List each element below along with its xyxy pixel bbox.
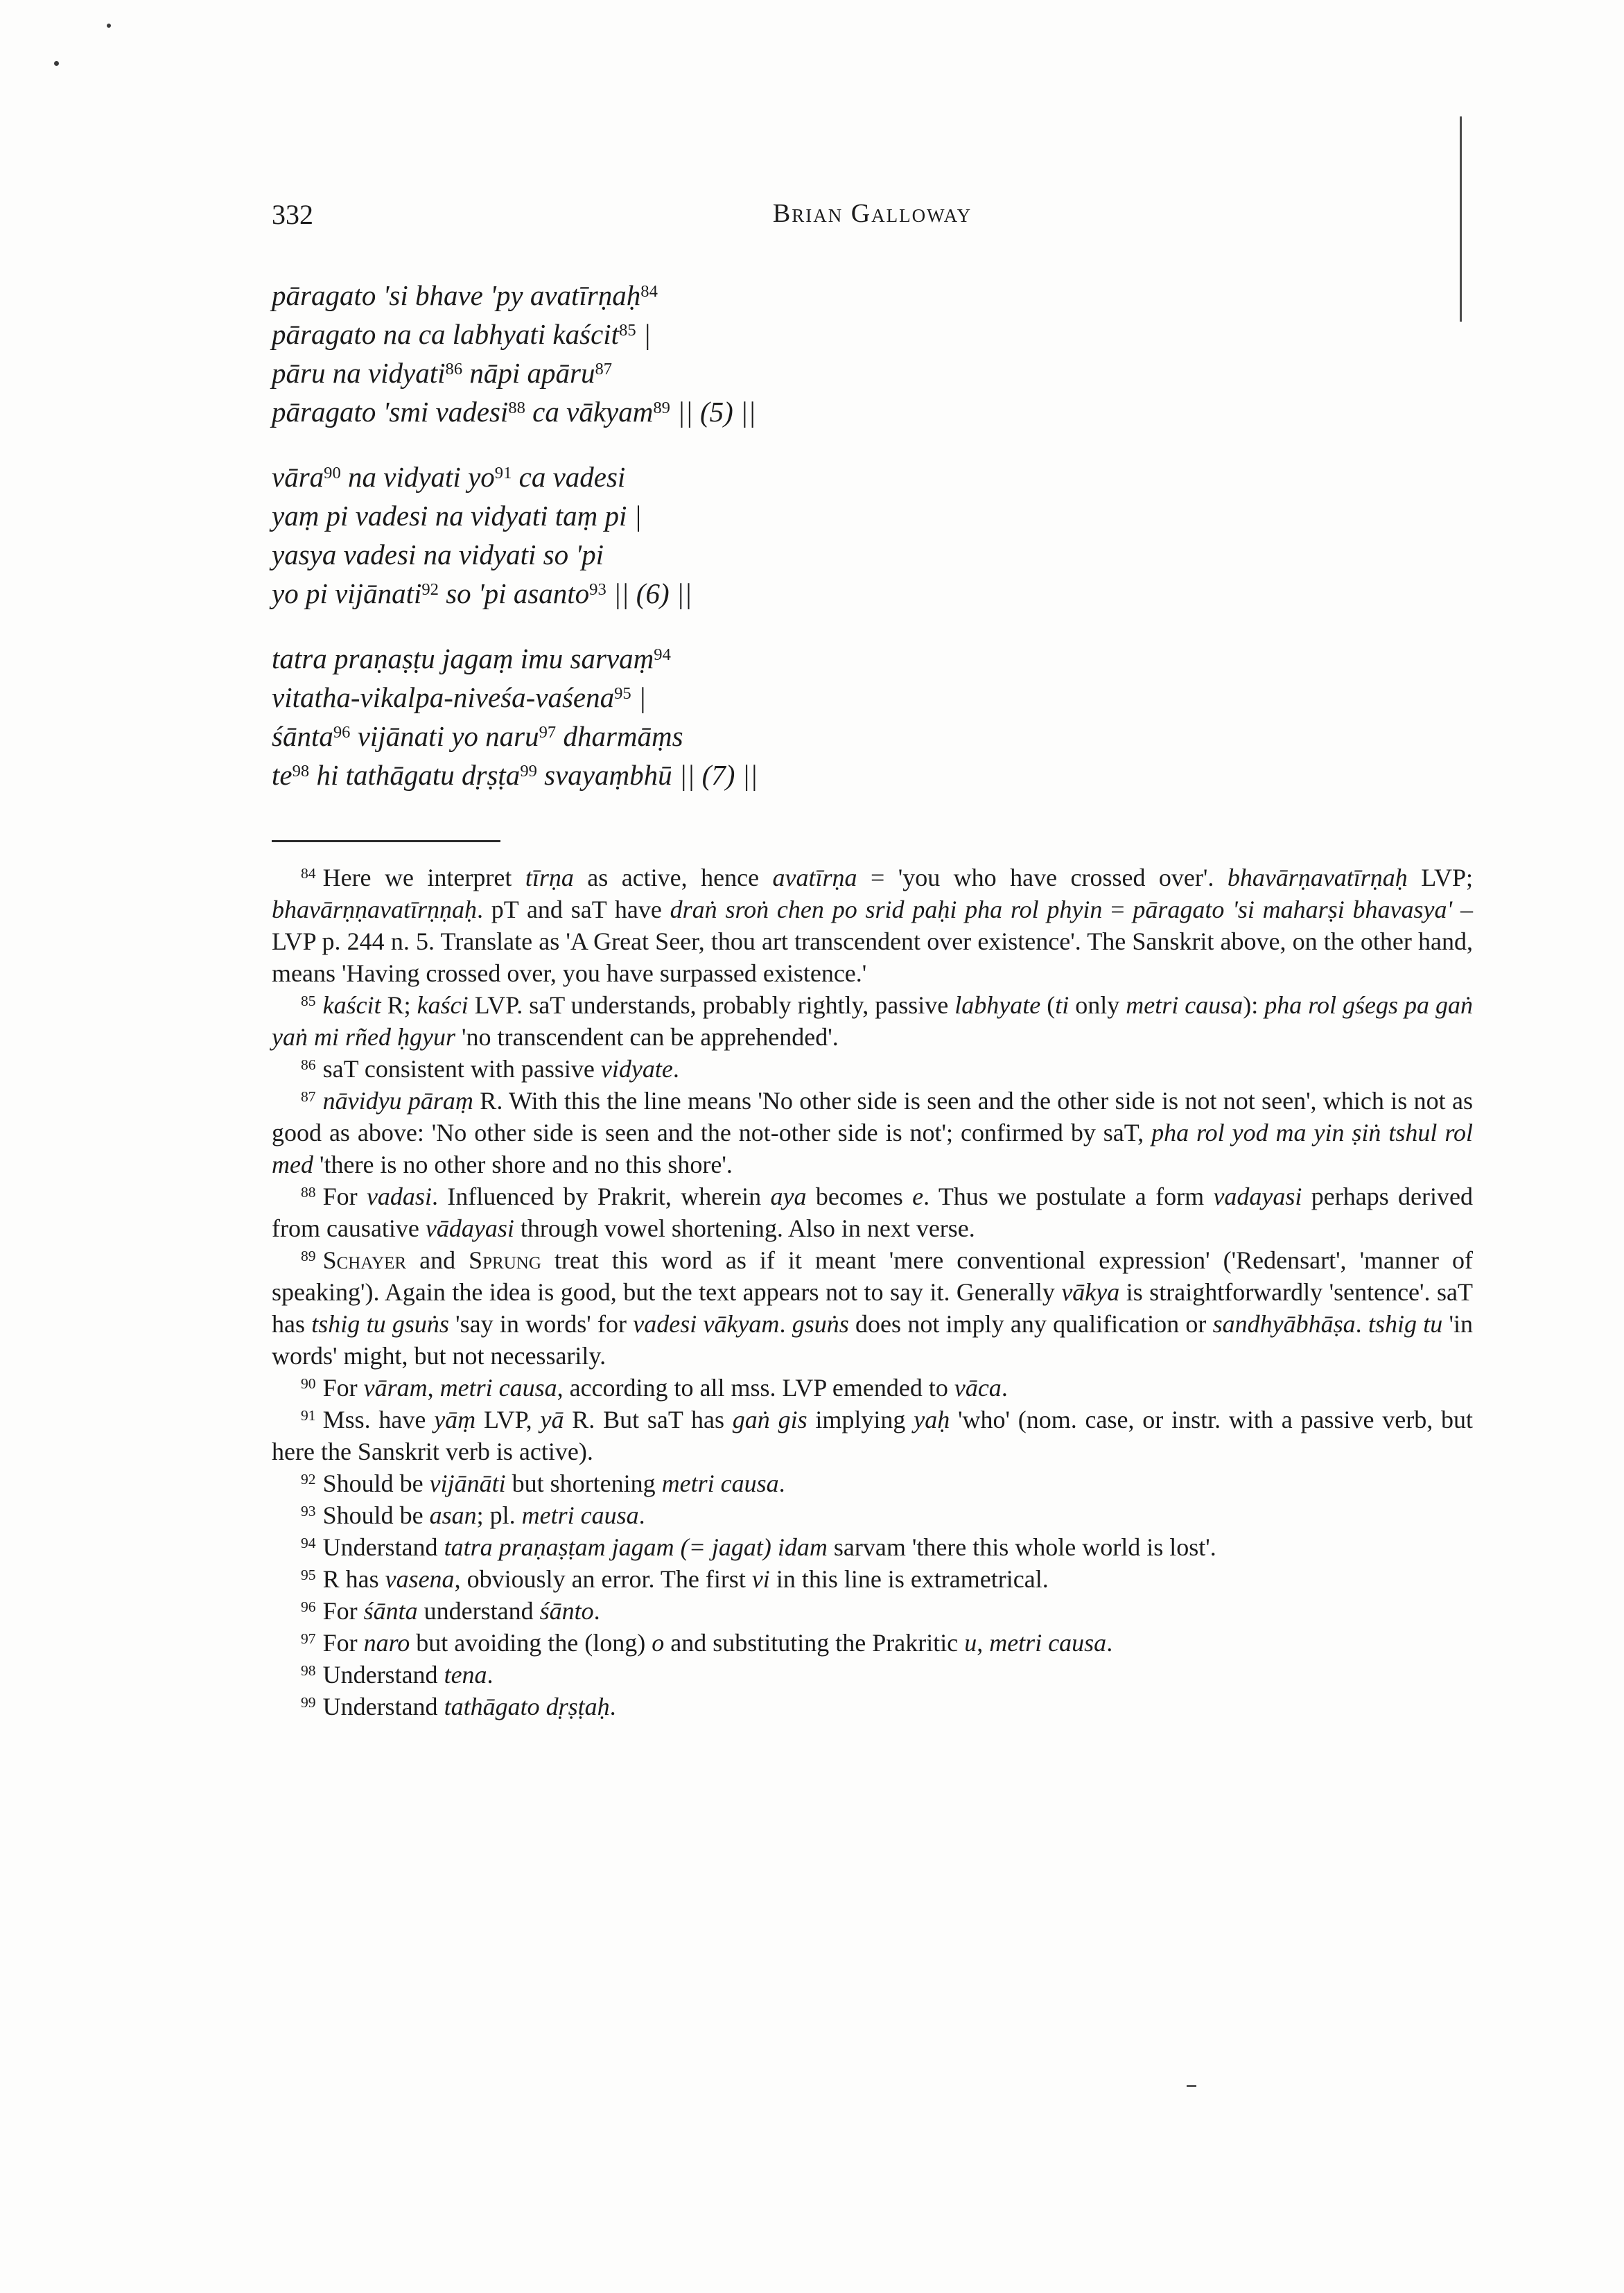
verse-line bbox=[272, 756, 1473, 794]
footnote-number: 87 bbox=[301, 1088, 316, 1106]
text-segment: . bbox=[609, 1693, 616, 1720]
text-segment: metri causa bbox=[661, 1470, 779, 1497]
text-segment: || (5) || bbox=[670, 396, 756, 428]
text-segment: but shortening bbox=[505, 1470, 662, 1497]
text-segment: Should be bbox=[322, 1470, 430, 1497]
text-segment: asan bbox=[429, 1501, 477, 1529]
text-segment: tena bbox=[444, 1661, 487, 1689]
text-segment: . bbox=[1355, 1310, 1368, 1338]
text-segment: R. With this the line means 'No other side is seen and the other side is not not seen', which is not as good as above: 'No other side is seen and the not-other side is not'; confirmed by saT, bbox=[272, 1087, 1474, 1146]
footnote-reference: 93 bbox=[589, 579, 606, 599]
footnote-reference: 99 bbox=[520, 761, 537, 781]
verse-stanza bbox=[272, 639, 1473, 794]
footnote bbox=[272, 1691, 1473, 1723]
text-segment: yasya vadesi na vidyati so 'pi bbox=[272, 539, 604, 570]
footnote-reference: 90 bbox=[324, 463, 341, 482]
text-segment: Mss. have bbox=[322, 1406, 435, 1433]
text-segment: ; pl. bbox=[476, 1501, 522, 1529]
text-segment: , obviously an error. The first bbox=[454, 1565, 752, 1593]
text-segment: 'in words' might, but not necessarily. bbox=[272, 1310, 1474, 1370]
text-segment: || (6) || bbox=[606, 577, 692, 609]
text-segment: pha rol gśegs pa gaṅ yaṅ mi rñed ḥgyur bbox=[272, 991, 1473, 1051]
footnote-separator-rule bbox=[272, 840, 500, 842]
footnote-reference: 92 bbox=[421, 579, 439, 599]
footnote bbox=[272, 1085, 1473, 1180]
text-segment: saT consistent with passive bbox=[322, 1055, 601, 1083]
footnote bbox=[272, 1627, 1473, 1659]
text-segment: through vowel shortening. Also in next verse. bbox=[514, 1214, 975, 1242]
running-head: Brian Galloway bbox=[772, 199, 972, 228]
footnote bbox=[272, 1244, 1473, 1372]
footnote bbox=[272, 989, 1473, 1053]
text-segment: pha rol yod ma yin ṣiṅ tshul rol med bbox=[272, 1119, 1473, 1178]
text-segment: ti bbox=[1055, 991, 1069, 1019]
footnote-reference: 89 bbox=[653, 398, 670, 417]
text-segment: becomes bbox=[806, 1183, 913, 1210]
verse-line bbox=[272, 496, 1473, 535]
text-segment: vidyate bbox=[600, 1055, 673, 1083]
text-segment: pāragato na ca labhyati kaścit bbox=[272, 318, 620, 350]
footnote bbox=[272, 1563, 1473, 1595]
text-segment: gaṅ gis bbox=[732, 1406, 807, 1433]
text-segment: . bbox=[778, 1470, 785, 1497]
text-segment: Here we interpret bbox=[322, 864, 525, 891]
text-segment: u bbox=[964, 1629, 977, 1657]
text-segment: dharmāṃs bbox=[556, 720, 683, 752]
text-segment: , according to all mss. LVP emended to bbox=[557, 1374, 954, 1402]
footnote-reference: 96 bbox=[333, 722, 351, 742]
text-segment: tshig tu bbox=[1368, 1310, 1443, 1338]
text-segment: bhavārṇavatīrṇaḥ bbox=[1227, 864, 1408, 891]
scan-artifact-dot bbox=[54, 61, 59, 66]
text-segment: Understand bbox=[322, 1661, 444, 1689]
text-segment: metri causa bbox=[989, 1629, 1107, 1657]
footnotes-section bbox=[272, 862, 1473, 1723]
footnote-number: 84 bbox=[301, 865, 316, 882]
text-segment: vadayasi bbox=[1213, 1183, 1302, 1210]
footnote-reference: 88 bbox=[508, 398, 525, 417]
verse-line bbox=[272, 354, 1473, 392]
text-segment: Understand bbox=[322, 1693, 444, 1720]
footnote bbox=[272, 1595, 1473, 1627]
footnote bbox=[272, 1404, 1473, 1467]
text-segment: . bbox=[779, 1310, 792, 1338]
page-number: 332 bbox=[272, 199, 313, 230]
footnote-reference: 85 bbox=[619, 320, 636, 340]
footnote-number: 99 bbox=[301, 1694, 316, 1711]
text-segment: LVP, bbox=[475, 1406, 541, 1433]
footnote-number: 85 bbox=[301, 993, 316, 1010]
text-segment: implying bbox=[807, 1406, 914, 1433]
footnote-number: 92 bbox=[301, 1471, 316, 1488]
text-segment: pāragato 'si bhave 'py avatīrṇaḥ bbox=[272, 279, 641, 311]
text-segment: R; bbox=[381, 991, 417, 1019]
text-segment: avatīrṇa bbox=[772, 864, 857, 891]
text-segment: vijānāti bbox=[429, 1470, 506, 1497]
text-segment: svayaṃbhū || (7) || bbox=[536, 759, 758, 791]
footnote-number: 97 bbox=[301, 1630, 316, 1648]
text-segment: śānta bbox=[363, 1597, 418, 1625]
text-segment: vāram bbox=[363, 1374, 428, 1402]
verse-line bbox=[272, 574, 1473, 613]
text-segment: kaścit bbox=[322, 991, 381, 1019]
text-segment: nāpi apāru bbox=[462, 357, 595, 389]
text-segment: metri causa bbox=[439, 1374, 557, 1402]
text-segment: Schayer bbox=[322, 1246, 407, 1274]
text-segment: R. But saT has bbox=[564, 1406, 733, 1433]
verse-stanza bbox=[272, 457, 1473, 613]
text-segment: . bbox=[638, 1501, 645, 1529]
footnote-reference: 84 bbox=[640, 281, 658, 301]
text-segment: metri causa bbox=[521, 1501, 639, 1529]
text-segment: . pT and saT have bbox=[476, 896, 670, 923]
text-segment: te bbox=[272, 759, 293, 791]
text-segment: śānta bbox=[272, 720, 333, 752]
page-header bbox=[272, 198, 1473, 234]
text-segment: e bbox=[912, 1183, 924, 1210]
text-segment: understand bbox=[417, 1597, 540, 1625]
footnote-reference: 87 bbox=[595, 359, 613, 378]
text-segment: sarvam 'there this whole world is lost'. bbox=[827, 1533, 1216, 1561]
verse-line bbox=[272, 678, 1473, 717]
text-segment: Sprung bbox=[469, 1246, 541, 1274]
text-segment: = bbox=[1102, 896, 1133, 923]
text-segment: ): bbox=[1243, 991, 1265, 1019]
footnote bbox=[272, 862, 1473, 989]
text-segment: 'no transcendent can be apprehended'. bbox=[455, 1023, 839, 1051]
text-segment: tshig tu gsuṅs bbox=[311, 1310, 449, 1338]
text-segment: na vidyati yo bbox=[340, 461, 495, 493]
text-segment: For bbox=[322, 1597, 364, 1625]
text-segment: For bbox=[322, 1183, 367, 1210]
footnote bbox=[272, 1659, 1473, 1691]
footnote-number: 88 bbox=[301, 1184, 316, 1201]
text-segment: naro bbox=[363, 1629, 410, 1657]
text-segment: tatra praṇaṣṭu jagaṃ imu sarvaṃ bbox=[272, 643, 654, 674]
text-segment: . bbox=[487, 1661, 494, 1689]
text-segment: metri causa bbox=[1126, 991, 1243, 1019]
text-segment: Understand bbox=[322, 1533, 444, 1561]
text-segment: | bbox=[631, 681, 647, 713]
footnote-reference: 91 bbox=[494, 463, 512, 482]
text-segment: ca vākyam bbox=[525, 396, 654, 428]
text-segment: and substituting the Prakritic bbox=[664, 1629, 965, 1657]
text-segment: vasena bbox=[385, 1565, 455, 1593]
text-segment: 'who' (nom. case, or instr. with a passive verb, but here the Sanskrit verb is active). bbox=[272, 1406, 1474, 1465]
text-segment: ca vadesi bbox=[512, 461, 626, 493]
text-segment: vāra bbox=[272, 461, 324, 493]
text-segment: tathāgato dṛṣṭaḥ bbox=[444, 1693, 610, 1720]
footnote bbox=[272, 1180, 1473, 1244]
text-segment: , bbox=[977, 1629, 990, 1657]
text-segment: pāru na vidyati bbox=[272, 357, 446, 389]
text-segment: . bbox=[593, 1597, 600, 1625]
text-segment: For bbox=[322, 1374, 364, 1402]
text-segment: = 'you who have crossed over'. bbox=[857, 864, 1228, 891]
text-segment: – LVP p. 244 n. 5. Translate as 'A Great Seer, thou art transcendent over existence'. The Sanskrit above, on the other hand, means 'Having crossed over, you have surpassed existence.' bbox=[272, 896, 1473, 987]
footnote-number: 86 bbox=[301, 1056, 316, 1074]
verse-line bbox=[272, 535, 1473, 574]
footnote-number: 96 bbox=[301, 1598, 316, 1616]
text-segment: 'say in words' for bbox=[448, 1310, 634, 1338]
text-segment: vijānati yo naru bbox=[350, 720, 539, 752]
footnote bbox=[272, 1053, 1473, 1085]
text-segment: R has bbox=[322, 1565, 385, 1593]
text-segment: vitatha-vikalpa-niveśa-vaśena bbox=[272, 681, 615, 713]
text-segment: | bbox=[636, 318, 652, 350]
text-segment: as active, hence bbox=[573, 864, 773, 891]
text-segment: aya bbox=[770, 1183, 807, 1210]
text-segment: tīrṇa bbox=[525, 864, 574, 891]
footnote-reference: 97 bbox=[539, 722, 557, 742]
text-segment: LVP; bbox=[1407, 864, 1473, 891]
text-segment: Should be bbox=[322, 1501, 430, 1529]
text-segment: hi tathāgatu dṛṣṭa bbox=[309, 759, 521, 791]
text-segment: perhaps derived from causative bbox=[272, 1183, 1473, 1242]
text-segment: bhavārṇṇavatīrṇṇaḥ bbox=[272, 896, 477, 923]
verse-section bbox=[272, 276, 1473, 794]
verse-line bbox=[272, 392, 1473, 431]
text-segment: in this line is extrametrical. bbox=[769, 1565, 1049, 1593]
footnote-reference: 98 bbox=[292, 761, 310, 781]
text-segment: draṅ sroṅ chen po srid paḥi pha rol phyin bbox=[670, 896, 1103, 923]
text-segment: For bbox=[322, 1629, 364, 1657]
text-segment: does not imply any qualification or bbox=[848, 1310, 1213, 1338]
verse-line bbox=[272, 457, 1473, 496]
text-segment: , bbox=[427, 1374, 440, 1402]
verse-stanza bbox=[272, 276, 1473, 431]
footnote-number: 91 bbox=[301, 1407, 316, 1424]
footnote-number: 98 bbox=[301, 1662, 316, 1680]
text-segment: and bbox=[406, 1246, 469, 1274]
footnote-reference: 86 bbox=[445, 359, 463, 378]
footnote-number: 90 bbox=[301, 1375, 316, 1393]
text-segment: kaści bbox=[417, 991, 469, 1019]
text-segment: pāragato 'si maharṣi bhavasya' bbox=[1133, 896, 1453, 923]
text-segment: vadasi bbox=[366, 1183, 432, 1210]
footnote bbox=[272, 1499, 1473, 1531]
text-segment: yo pi vijānati bbox=[272, 577, 422, 609]
page-content bbox=[272, 198, 1473, 1723]
footnote-number: 93 bbox=[301, 1503, 316, 1520]
text-segment: . Thus we postulate a form bbox=[923, 1183, 1214, 1210]
text-segment: LVP. saT understands, probably rightly, passive bbox=[468, 991, 955, 1019]
text-segment: yāṃ bbox=[434, 1406, 476, 1433]
verse-line bbox=[272, 639, 1473, 678]
text-segment: nāvidyu pāraṃ bbox=[322, 1087, 473, 1115]
text-segment: gsuṅs bbox=[792, 1310, 849, 1338]
text-segment: but avoiding the (long) bbox=[410, 1629, 652, 1657]
text-segment: 'there is no other shore and no this shore'. bbox=[313, 1151, 733, 1178]
text-segment: only bbox=[1069, 991, 1126, 1019]
scan-artifact-line bbox=[1460, 116, 1462, 322]
verse-line bbox=[272, 717, 1473, 756]
text-segment: vādayasi bbox=[425, 1214, 514, 1242]
scan-artifact-dot bbox=[107, 24, 111, 28]
text-segment: . Influenced by Prakrit, wherein bbox=[431, 1183, 771, 1210]
text-segment: is straightforwardly 'sentence'. saT has bbox=[272, 1278, 1473, 1338]
text-segment: vākya bbox=[1061, 1278, 1120, 1306]
text-segment: tatra praṇaṣṭam jagam (= jagat) idam bbox=[444, 1533, 828, 1561]
text-segment: ( bbox=[1040, 991, 1056, 1019]
footnote-number: 95 bbox=[301, 1567, 316, 1584]
scan-artifact-dash bbox=[1187, 2085, 1196, 2087]
text-segment: pāragato 'smi vadesi bbox=[272, 396, 509, 428]
footnote bbox=[272, 1531, 1473, 1563]
text-segment: yaḥ bbox=[914, 1406, 950, 1433]
footnote bbox=[272, 1467, 1473, 1499]
text-segment: vadesi vākyam bbox=[633, 1310, 780, 1338]
footnote-number: 89 bbox=[301, 1248, 316, 1265]
footnote-number: 94 bbox=[301, 1535, 316, 1552]
verse-line bbox=[272, 315, 1473, 354]
text-segment: vi bbox=[751, 1565, 770, 1593]
text-segment: . bbox=[672, 1055, 679, 1083]
text-segment: yā bbox=[540, 1406, 564, 1433]
text-segment: . bbox=[1001, 1374, 1008, 1402]
text-segment: śānto bbox=[539, 1597, 594, 1625]
text-segment: labhyate bbox=[954, 991, 1041, 1019]
text-segment: sandhyābhāṣa bbox=[1212, 1310, 1356, 1338]
text-segment: vāca bbox=[954, 1374, 1002, 1402]
footnote-reference: 95 bbox=[614, 683, 631, 703]
text-segment: so 'pi asanto bbox=[438, 577, 590, 609]
verse-line bbox=[272, 276, 1473, 315]
text-segment: o bbox=[652, 1629, 665, 1657]
footnote bbox=[272, 1372, 1473, 1404]
text-segment: . bbox=[1106, 1629, 1113, 1657]
footnote-reference: 94 bbox=[654, 645, 671, 664]
text-segment: treat this word as if it meant 'mere conventional expression' ('Redensart', 'manner of speaking'). Again the idea is good, but the text appears not to say it. Generally bbox=[272, 1246, 1473, 1306]
text-segment: yaṃ pi vadesi na vidyati taṃ pi | bbox=[272, 500, 642, 532]
